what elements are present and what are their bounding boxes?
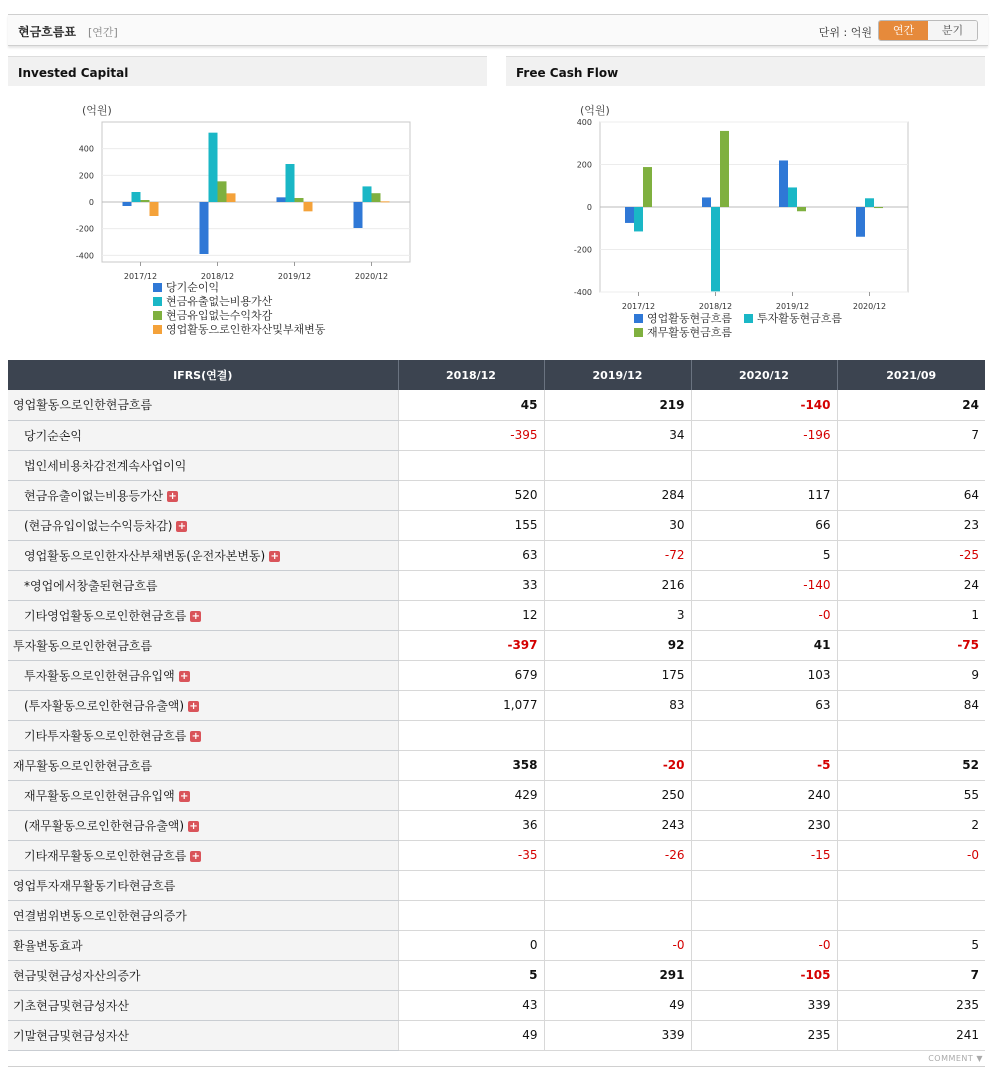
cell-value [398, 870, 544, 900]
divider [8, 1066, 985, 1067]
legend-swatch [634, 328, 643, 337]
table-row [8, 420, 985, 450]
row-label [8, 630, 398, 660]
cell-value: 41 [691, 630, 837, 660]
row-label-text: 기초현금및현금성자산 [13, 998, 129, 1013]
bar [123, 202, 132, 206]
row-label-text: 영업투자재무활동기타현금흐름 [13, 878, 176, 893]
table-row [8, 600, 985, 630]
cell-value [691, 720, 837, 750]
bar [295, 198, 304, 202]
cell-value: 45 [398, 390, 544, 420]
row-label [8, 750, 398, 780]
cell-value: 235 [837, 990, 985, 1020]
cell-value: -5 [691, 750, 837, 780]
cell-value: 520 [398, 480, 544, 510]
cell-value: -72 [544, 540, 691, 570]
col-header-period: 2020/12 [691, 360, 837, 390]
free-cash-flow-chart [506, 86, 985, 354]
bar [200, 202, 209, 254]
cell-value: 49 [544, 990, 691, 1020]
bar [711, 207, 720, 291]
table-row [8, 690, 985, 720]
cell-value: 33 [398, 570, 544, 600]
invested-capital-panel [8, 56, 487, 354]
y-tick-label: -400 [75, 251, 94, 261]
bar [286, 164, 295, 202]
table-row [8, 540, 985, 570]
cell-value: -395 [398, 420, 544, 450]
x-tick-label: 2017/12 [621, 302, 656, 311]
expand-plus-icon[interactable]: + [168, 490, 177, 502]
row-label [8, 1020, 398, 1050]
row-label [8, 510, 398, 540]
quarterly-tab[interactable]: 분기 [928, 21, 977, 40]
period-tag: [연간] [88, 26, 118, 39]
row-label [8, 450, 398, 480]
y-tick-label: -200 [573, 245, 592, 255]
x-tick-label: 2017/12 [123, 272, 158, 281]
table-row [8, 990, 985, 1020]
legend-label: 현금유출없는비용가산 [166, 295, 273, 308]
cell-value [544, 900, 691, 930]
unit-label: (억원) [580, 104, 610, 117]
cell-value: 5 [398, 960, 544, 990]
y-tick-label: 200 [576, 160, 592, 170]
y-tick-label: 0 [88, 198, 94, 207]
cell-value: -0 [544, 930, 691, 960]
legend-swatch [634, 314, 643, 323]
row-label [8, 720, 398, 750]
cell-value [398, 900, 544, 930]
cell-value: 117 [691, 480, 837, 510]
row-label [8, 960, 398, 990]
bar [277, 197, 286, 202]
row-label-text: 기타투자활동으로인한현금흐름 [24, 728, 187, 743]
bar [634, 207, 643, 231]
cell-value: 24 [837, 390, 985, 420]
y-tick-label: -400 [573, 288, 592, 297]
row-label-text: 기말현금및현금성자산 [13, 1028, 129, 1043]
bar [132, 192, 141, 202]
table-row [8, 390, 985, 420]
bar [625, 207, 634, 223]
invested-capital-chart [8, 86, 487, 354]
table-row [8, 480, 985, 510]
bar [354, 202, 363, 228]
cell-value: -0 [837, 840, 985, 870]
row-label-text: 기타재무활동으로인한현금흐름 [24, 848, 187, 863]
expand-plus-icon[interactable]: + [180, 790, 189, 802]
cell-value: 92 [544, 630, 691, 660]
x-tick-label: 2020/12 [852, 302, 887, 311]
row-label-text: 기타영업활동으로인한현금흐름 [24, 608, 187, 623]
row-label [8, 600, 398, 630]
col-header-period: 2021/09 [837, 360, 985, 390]
x-tick-label: 2018/12 [200, 272, 235, 281]
bar [797, 207, 806, 211]
cell-value [398, 720, 544, 750]
row-label [8, 810, 398, 840]
cell-value: -140 [691, 390, 837, 420]
cell-value [691, 870, 837, 900]
row-label-text: 현금및현금성자산의증가 [13, 968, 141, 983]
cell-value: 216 [544, 570, 691, 600]
table-row [8, 1020, 985, 1050]
cell-value: 1 [837, 600, 985, 630]
cell-value: 243 [544, 810, 691, 840]
cell-value: 2 [837, 810, 985, 840]
bar [381, 201, 390, 202]
cell-value: 175 [544, 660, 691, 690]
expand-plus-icon[interactable]: + [270, 550, 279, 562]
expand-plus-icon[interactable]: + [191, 850, 200, 862]
col-header-period: 2019/12 [544, 360, 691, 390]
cell-value: 240 [691, 780, 837, 810]
cell-value: -26 [544, 840, 691, 870]
row-label-text: 재무활동으로인한현금흐름 [13, 758, 153, 773]
row-label-text: 연결범위변동으로인한현금의증가 [13, 908, 187, 923]
cell-value: 7 [837, 420, 985, 450]
expand-plus-icon[interactable]: + [191, 610, 200, 622]
bar [304, 202, 313, 211]
row-label-text: 환율변동효과 [13, 938, 83, 953]
row-label-text: 영업활동으로인한자산부채변동(운전자본변동) [24, 548, 266, 563]
cell-value: 52 [837, 750, 985, 780]
expand-plus-icon[interactable]: + [180, 670, 189, 682]
cell-value [837, 720, 985, 750]
row-label-text: 영업활동으로인한현금흐름 [13, 398, 153, 413]
table-row [8, 840, 985, 870]
y-tick-label: 400 [576, 118, 592, 127]
bar [865, 198, 874, 207]
table-row [8, 780, 985, 810]
expand-plus-icon[interactable]: + [177, 520, 187, 532]
cell-value: 43 [398, 990, 544, 1020]
table-row [8, 570, 985, 600]
cell-value: -0 [691, 600, 837, 630]
cell-value: 5 [691, 540, 837, 570]
legend-swatch [153, 325, 162, 334]
row-label-text: 투자활동으로인한현금유입액 [24, 668, 175, 683]
x-tick-label: 2018/12 [698, 302, 733, 311]
cell-value: 23 [837, 510, 985, 540]
cell-value: 429 [398, 780, 544, 810]
cell-value: 230 [691, 810, 837, 840]
row-label [8, 480, 398, 510]
bar [218, 181, 227, 202]
cell-value: 7 [837, 960, 985, 990]
cell-value [837, 450, 985, 480]
row-label-text: (재무활동으로인한현금유출액) [24, 818, 185, 833]
cell-value [837, 870, 985, 900]
cash-flow-header [8, 14, 988, 46]
cell-value: 235 [691, 1020, 837, 1050]
cell-value: 155 [398, 510, 544, 540]
row-label [8, 660, 398, 690]
cell-value: 339 [691, 990, 837, 1020]
cell-value: -397 [398, 630, 544, 660]
table-row [8, 720, 985, 750]
table-row [8, 660, 985, 690]
table-row [8, 810, 985, 840]
bar [150, 202, 159, 216]
row-label [8, 780, 398, 810]
cell-value [691, 900, 837, 930]
unit-label: (억원) [82, 104, 112, 117]
y-tick-label: 0 [586, 203, 592, 212]
cash-flow-table [8, 360, 985, 1051]
comment-toggle[interactable]: COMMENT ▼ [928, 1054, 983, 1063]
row-label-text: (투자활동으로인한현금유출액) [24, 698, 185, 713]
y-tick-label: 400 [78, 144, 94, 154]
table-row [8, 930, 985, 960]
x-tick-label: 2019/12 [775, 302, 810, 311]
cell-value: 0 [398, 930, 544, 960]
cell-value: 358 [398, 750, 544, 780]
legend-swatch [744, 314, 753, 323]
cell-value [544, 720, 691, 750]
row-label-text: 당기순손익 [24, 428, 82, 443]
cell-value [544, 870, 691, 900]
legend-label: 재무활동현금흐름 [647, 326, 733, 339]
x-tick-label: 2019/12 [277, 272, 312, 281]
legend-swatch [153, 283, 162, 292]
cell-value: 250 [544, 780, 691, 810]
cell-value: 679 [398, 660, 544, 690]
legend-label: 영업활동현금흐름 [647, 312, 733, 325]
expand-plus-icon[interactable]: + [189, 820, 198, 832]
row-label [8, 690, 398, 720]
cell-value: -196 [691, 420, 837, 450]
y-tick-label: -200 [75, 224, 94, 234]
cell-value: -75 [837, 630, 985, 660]
cell-value: 30 [544, 510, 691, 540]
table-row [8, 750, 985, 780]
cell-value [691, 450, 837, 480]
cell-value: 63 [398, 540, 544, 570]
cell-value [544, 450, 691, 480]
row-label [8, 540, 398, 570]
row-label-text: (현금유입이없는수익등차감) [24, 518, 173, 533]
bar [372, 193, 381, 202]
row-label-text: *영업에서창출된현금흐름 [24, 578, 158, 593]
annual-tab[interactable]: 연간 [879, 21, 928, 40]
row-label [8, 420, 398, 450]
row-label [8, 570, 398, 600]
cell-value: 66 [691, 510, 837, 540]
col-header-standard: IFRS(연결) [8, 360, 398, 390]
row-label-text: 재무활동으로인한현금유입액 [24, 788, 175, 803]
cell-value: 36 [398, 810, 544, 840]
cell-value: 284 [544, 480, 691, 510]
invested-capital-title: Invested Capital [8, 56, 487, 86]
cell-value: -35 [398, 840, 544, 870]
cell-value [837, 900, 985, 930]
unit-label: 단위 : 억원 [818, 26, 872, 39]
cell-value: -25 [837, 540, 985, 570]
bar [874, 207, 883, 208]
table-row [8, 630, 985, 660]
row-label [8, 870, 398, 900]
cell-value: 12 [398, 600, 544, 630]
bar [856, 207, 865, 237]
row-label-text: 현금유출이없는비용등가산 [24, 488, 164, 503]
table-row [8, 510, 985, 540]
free-cash-flow-panel [506, 56, 985, 354]
cell-value: 219 [544, 390, 691, 420]
col-header-period: 2018/12 [398, 360, 544, 390]
bar [141, 200, 150, 202]
table-row [8, 960, 985, 990]
row-label-text: 법인세비용차감전계속사업이익 [24, 458, 187, 473]
cell-value: 64 [837, 480, 985, 510]
bar [702, 197, 711, 207]
cell-value: 241 [837, 1020, 985, 1050]
cell-value: 291 [544, 960, 691, 990]
legend-swatch [153, 311, 162, 320]
bar [643, 167, 652, 207]
legend-swatch [153, 297, 162, 306]
cell-value: 49 [398, 1020, 544, 1050]
cell-value: 55 [837, 780, 985, 810]
table-row [8, 870, 985, 900]
row-label [8, 390, 398, 420]
y-tick-label: 200 [78, 171, 94, 181]
row-label-text: 투자활동으로인한현금흐름 [13, 638, 153, 653]
bar [788, 187, 797, 207]
expand-plus-icon[interactable]: + [191, 730, 200, 742]
table-row [8, 900, 985, 930]
cell-value: -0 [691, 930, 837, 960]
cell-value: -105 [691, 960, 837, 990]
table-row [8, 450, 985, 480]
bar [209, 133, 218, 202]
cell-value: 9 [837, 660, 985, 690]
cell-value: 63 [691, 690, 837, 720]
cell-value: 1,077 [398, 690, 544, 720]
row-label [8, 840, 398, 870]
cell-value: 103 [691, 660, 837, 690]
cell-value: 3 [544, 600, 691, 630]
x-tick-label: 2020/12 [354, 272, 389, 281]
period-toggle [878, 20, 978, 41]
cell-value: 24 [837, 570, 985, 600]
legend-label: 현금유입없는수익차감 [166, 309, 273, 322]
row-label [8, 990, 398, 1020]
cell-value: 84 [837, 690, 985, 720]
bar [227, 193, 236, 202]
cell-value [398, 450, 544, 480]
cell-value: 5 [837, 930, 985, 960]
legend-label: 투자활동현금흐름 [757, 312, 843, 325]
bar [363, 186, 372, 202]
cell-value: -20 [544, 750, 691, 780]
row-label [8, 900, 398, 930]
legend-label: 당기순이익 [166, 281, 220, 294]
free-cash-flow-title: Free Cash Flow [506, 56, 985, 86]
cell-value: 339 [544, 1020, 691, 1050]
cell-value: 83 [544, 690, 691, 720]
cell-value: 34 [544, 420, 691, 450]
bar [720, 131, 729, 207]
cell-value: -140 [691, 570, 837, 600]
expand-plus-icon[interactable]: + [189, 700, 198, 712]
bar [779, 160, 788, 207]
legend-label: 영업활동으로인한자산및부채변동 [166, 323, 326, 336]
row-label [8, 930, 398, 960]
cell-value: -15 [691, 840, 837, 870]
section-title: 현금흐름표 [18, 25, 76, 39]
table-header-row [8, 360, 985, 390]
